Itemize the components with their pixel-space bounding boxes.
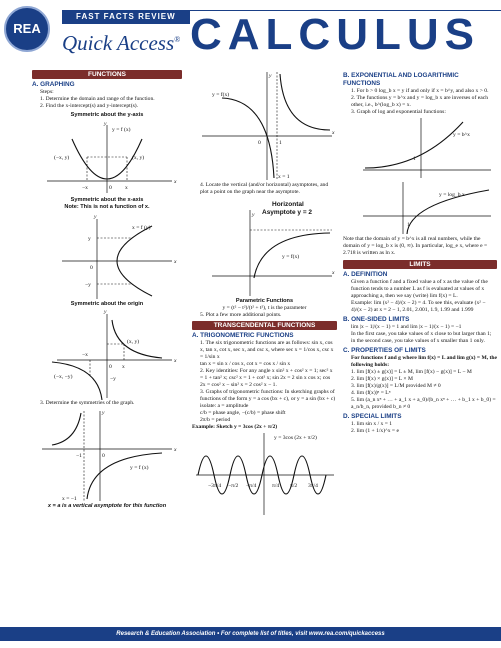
special-2: 2. lim (1 + 1/x)^x = e [351,427,399,434]
subsection-properties: C. PROPERTIES OF LIMITS [343,346,426,354]
g6-title2: Asymptote y = 2 [262,208,313,216]
step-2: 2. Find the x-intercept(s) and y-intercept(s). [40,102,139,109]
g1-x: x [125,184,128,191]
property-1: 1. lim [f(x) ± g(x)] = L ± M, lim [f(x) − g(x)] = L − M [351,368,472,375]
special-1: 1. lim sin x / x = 1 [351,420,393,427]
g7-t3: −π/4 [246,482,257,489]
column-transcendental [192,70,337,515]
g4-ya: y [102,409,105,416]
g4-xa: x [174,446,177,453]
graph2-caption2: Note: This is not a function of x. [64,203,150,210]
g5-x1: x = 1 [278,174,290,180]
g7-t5: π/2 [290,482,298,489]
param-title: Parametric Functions [235,297,294,304]
g1-xa: x [174,178,177,185]
page-title: CALCULUS [190,10,480,59]
g3-x: x [122,363,125,370]
trig-2: 2. Key identities: For any angle x sin² x + cos² x = 1; sec² x = 1 + tan² x; csc² x = 1 + cot² x; sin 2x = 2 sin x cos x; cos 2x = cos² x − sin² x = 2 cos² x − 1. [200,367,333,388]
trig-3: 3. Graphs of trigonometric functions: In sketching graphs of functions of the form y = a cos (bx + c), or y = a sin (bx + c) isolate: a = amplitude [200,388,336,409]
g4-fx: y = f (x) [130,464,149,471]
g9-one: 1 [407,221,410,228]
limit-example: Example: lim (x² − 4)/(x − 2) = 4. To see this, evaluate (x² − 4)/(x − 2) at x = 2 − 1, 2.01, 2.001, 1.9, 1.99 and 1.999 [351,299,486,313]
g1-xm: −x [82,184,88,191]
graph2-caption1: Symmetric about the x-axis [70,196,144,203]
g8-one: 1 [413,155,416,162]
g8-eq: y = b^x [453,131,470,138]
trig-3b: c/b = phase angle, −(c/b) = phase shift [200,409,286,416]
g1-fx: y = f (x) [112,126,131,133]
g1-o: 0 [109,184,112,191]
g1-left: (−x, y) [54,154,70,161]
g3-ya: y [104,308,107,315]
g7-t4: π/4 [272,482,280,489]
step-5: 5. Plot a few more additional points. [200,311,282,318]
g7-t6: 3π/4 [308,482,318,489]
g3-pt1: (x, y) [127,338,140,345]
graph-symmetric-x [32,211,182,301]
g2-yp: y [88,235,91,242]
property-5: 5. lim (a_n xⁿ + … + a_1 x + a_0)/(b_n xⁿ + … + b_1 x + b_0) = a_n/b_n, provided b_n ≠ 0 [351,396,496,410]
g5-fx: y = f(x) [212,92,230,98]
g5-xa: x [332,130,335,136]
g6-title1: Horizontal [272,200,304,208]
g6-ya: y [252,211,255,218]
g2-fy: x = f (y) [132,224,151,231]
exp-2: 2. The functions y = b^x and y = log_b x are inverses of each other, i.e., b^(log_b x) = x. [351,94,488,108]
graph3-caption: Symmetric about the origin [70,300,144,307]
column-exp-limits [343,70,497,435]
g7-t1: −3π/4 [208,482,222,489]
series-label: FAST FACTS REVIEW [76,12,176,21]
property-4: 4. lim (f(x))ⁿ = Lⁿ [351,389,391,396]
g5-o: 0 [258,140,261,146]
g9-eq: y = log_b x [439,191,465,198]
trig-1: 1. The six trigonometric functions are as follows: sin x, cos x, tan x, cot x, sec x, and csc x, where sec x = 1/cos x, csc x = 1/sin x [200,339,334,360]
steps-label: Steps: [40,89,54,95]
g7-eq: y = 3cos (2x + π/2) [274,434,317,441]
g2-o: 0 [90,264,93,271]
exp-note: Note that the domain of y = b^x is all real numbers, while the domain of y = log_b x is (0, ∞). In particular, log_e x, where e = 2.718 is written as ln x. [343,235,488,256]
g2-ya: y [94,213,97,220]
property-2: 2. lim [f(x) × g(x)] = L × M [351,375,413,382]
section-transcendental: TRANSCENDENTAL FUNCTIONS [192,321,337,330]
param-eq: y = (t² − t²)/(t² + t²), t is the parameter [222,304,307,311]
g2-ym: −y [85,281,91,288]
g4-x1: x = −1 [62,495,77,502]
rea-logo: REA [4,6,50,52]
graph-symmetric-origin [32,308,182,400]
subsection-definition: A. DEFINITION [343,270,388,278]
step-3: 3. Determine the symmetries of the graph. [40,399,135,406]
g6-xa: x [332,269,335,276]
g6-fx: y = f(x) [282,253,300,260]
g5-ya: y [269,73,272,79]
page-title-box [190,11,501,59]
step-4: 4. Locate the vertical (and/or horizontal) asymptotes, and plot a point on the graph near the asymptote. [200,182,329,195]
subsection-exp-log: B. EXPONENTIAL AND LOGARITHMIC FUNCTIONS [343,72,459,87]
brand-name [62,30,180,56]
trig-3d: Example: Sketch y = 3cos (2x + π/2) [192,423,278,430]
one-sided-note: In the first case, you take values of x close to but larger than 1; in the second case, you take values of x smaller than 1 only. [351,330,492,344]
graph-horizontal-asymptote [192,196,337,298]
brand-text: Quick Access [62,31,175,55]
subsection-special: D. SPECIAL LIMITS [343,412,402,420]
graph1-caption: Symmetric about the y-axis [70,111,144,118]
g4-m1: −1 [76,452,82,459]
g3-o: 0 [109,363,112,370]
g2-xa: x [174,258,177,265]
property-3: 3. lim [f(x)/g(x)] = L/M provided M ≠ 0 [351,382,441,389]
g3-xm: −x [82,351,88,358]
g3-pt2: (−x, −y) [54,373,73,380]
trig-3c: 2π/b = period [200,416,231,423]
footer: Research & Education Association • For complete list of titles, visit www.rea.com/quickaccess [0,627,501,641]
section-functions: FUNCTIONS [32,70,182,79]
trig-1b: tan x = sin x / cos x, cot x = cos x / sin x [200,360,291,367]
properties-intro: For functions f and g where lim f(x) = L and lim g(x) = M, the following holds: [351,354,498,368]
g4-o: 0 [102,452,105,459]
g3-xa: x [174,357,177,364]
g3-ym: −y [110,375,116,382]
section-limits: LIMITS [343,260,497,269]
graph4-caption: x = a is a vertical asymptote for this function [47,502,167,509]
graph-exponential [343,116,497,180]
brand-mark: ® [174,35,181,44]
exp-1: 1. For b > 0 log_b x = y if and only if x = b^y, and also x > 0. [351,88,489,94]
g5-one: 1 [279,140,282,146]
graph-symmetric-y [32,119,182,197]
graph-cosine [192,431,337,515]
g7-t2: −π/2 [228,482,239,489]
step-1: 1. Determine the domain and range of the function. [40,95,155,102]
subsection-graphing: A. GRAPHING [32,81,75,88]
graph-asymptote-x1 [192,70,337,182]
column-functions [32,70,182,510]
limit-definition: Given a function f and a fixed value a of x as the value of the function tends to a number L as f is evaluated at values of x approaching a, then we say (write) lim f(x) = L. [351,278,488,299]
graph-vertical-asymptote [32,407,182,503]
g1-right: (x, y) [132,154,145,161]
subsection-one-sided: B. ONE-SIDED LIMITS [343,315,410,323]
exp-3: 3. Graph of log and exponential functions: [351,108,446,115]
header [0,0,501,62]
one-sided-limits: lim |x − 1|/(x − 1) = 1 and lim |x − 1|/(x − 1) = −1 [351,323,462,330]
g1-ya: y [104,120,107,127]
graph-logarithm [343,180,497,236]
subsection-trig: A. TRIGONOMETRIC FUNCTIONS [192,331,294,339]
